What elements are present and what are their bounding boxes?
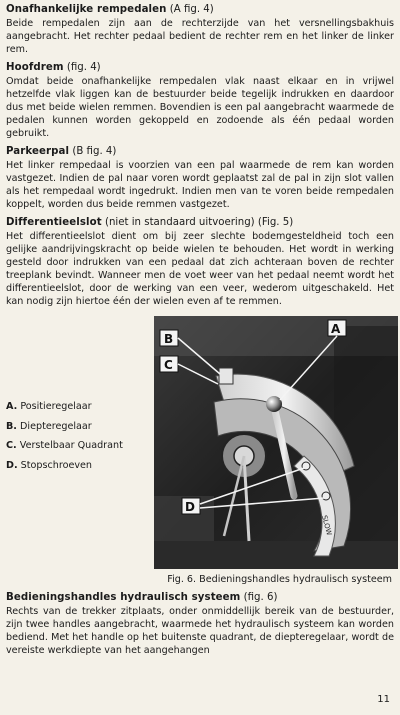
legend-letter: A. [6, 401, 18, 412]
legend-label: Verstelbaar Quadrant [19, 440, 123, 451]
legend-item-a [6, 400, 156, 420]
section-ref: (fig. 4) [66, 62, 101, 73]
section-ref: (B fig. 4) [72, 146, 117, 157]
section-heading [6, 60, 394, 75]
section-onafhankelijke-rempedalen [6, 2, 394, 56]
section-title: Bedieningshandles hydraulisch systeem [6, 592, 241, 603]
section-parkeerpal [6, 144, 394, 211]
section-ref: (fig. 6) [243, 592, 278, 603]
legend-label: Positieregelaar [20, 401, 92, 412]
floor-shadow [154, 541, 398, 569]
legend-item-d [6, 459, 156, 479]
legend-letter: D. [6, 459, 18, 471]
legend-label: Stopschroeven [20, 459, 93, 471]
section-body: Het linker rempedaal is voorzien van een pal waarmede de rem kan worden vastgezet. Indien de pal naar voren wordt geplaatst zal de pal in zijn slot vallen als het rempedaal wordt ingedrukt. Indien men van te voren beide rempedalen koppelt, worden dus beide remmen vastgezet. [6, 160, 394, 210]
legend-item-b [6, 420, 156, 440]
section-body: Het differentieelslot dient om bij zeer slechte bodemgesteldheid toch een gelijke aandrijvingskracht op beide wielen te behouden. Het wordt in werking gesteld door indrukken van een pedaal dat zich achteraan boven de rechter treeplank bevindt. Wanneer men de voet weer van het pedaal neemt wordt het differentieelslot, door de werking van een veer, wederom uitgeschakeld. Het kan nodig zijn hiertoe één der wielen even af te remmen. [6, 231, 394, 307]
manual-page [6, 2, 394, 661]
section-body: Rechts van de trekker zitplaats, onder onmiddellijk bereik van de bestuurder, zijn twee handles aangebracht, waarmede het hydraulisch systeem kan worden bediend. Met het handle op het buitenste quadrant, de diepteregelaar, wordt de vereiste werkdiepte van het aangehangen [6, 606, 394, 656]
section-body: Beide rempedalen zijn aan de rechterzijde van het versnellingsbakhuis aangebracht. Het rechter pedaal bedient de rechter rem en het linker de linker rem. [6, 18, 394, 55]
hydraulic-handles-illustration [154, 316, 398, 569]
section-title: Onafhankelijke rempedalen [6, 4, 167, 15]
hydraulic-handles-photo [154, 316, 398, 569]
figure-caption: Fig. 6. Bedieningshandles hydraulisch systeem [167, 574, 392, 585]
section-body: Omdat beide onafhankelijke rempedalen vlak naast elkaar en in vrijwel hetzelfde vlak liggen kan de bestuurder beide tegelijk indrukken en daardoor dus met beide wielen remmen. Bovendien is een pal aangebracht waarmede de pedalen kunnen worden gekoppeld en zodoende als één pedaal worden gebruikt. [6, 76, 394, 139]
section-ref: (A fig. 4) [169, 4, 214, 15]
legend-letter: B. [6, 420, 17, 432]
callout-b: B [164, 332, 174, 346]
callout-d: D [185, 500, 195, 514]
section-title: Parkeerpal [6, 146, 70, 157]
legend-label: Diepteregelaar [20, 420, 92, 432]
section-hoofdrem [6, 60, 394, 140]
section-heading [6, 215, 394, 230]
section-heading [6, 2, 394, 17]
page-number: 11 [377, 694, 390, 705]
section-title: Differentieelslot [6, 217, 102, 228]
section-bedieningshandles [6, 590, 394, 657]
quadrant-marking: SLOW [320, 514, 334, 537]
legend-item-c [6, 439, 156, 459]
callout-a: A [331, 322, 341, 336]
section-heading [6, 590, 394, 605]
figure-6 [6, 316, 394, 569]
section-ref: (niet in standaard uitvoering) (Fig. 5) [104, 217, 294, 228]
callout-c: C [164, 358, 173, 372]
section-heading [6, 144, 394, 159]
depth-handle-block [219, 368, 233, 384]
legend-letter: C. [6, 440, 17, 451]
figure-legend [6, 400, 156, 478]
position-handle-knob [266, 396, 282, 412]
section-title: Hoofdrem [6, 62, 64, 73]
section-differentieelslot [6, 215, 394, 308]
